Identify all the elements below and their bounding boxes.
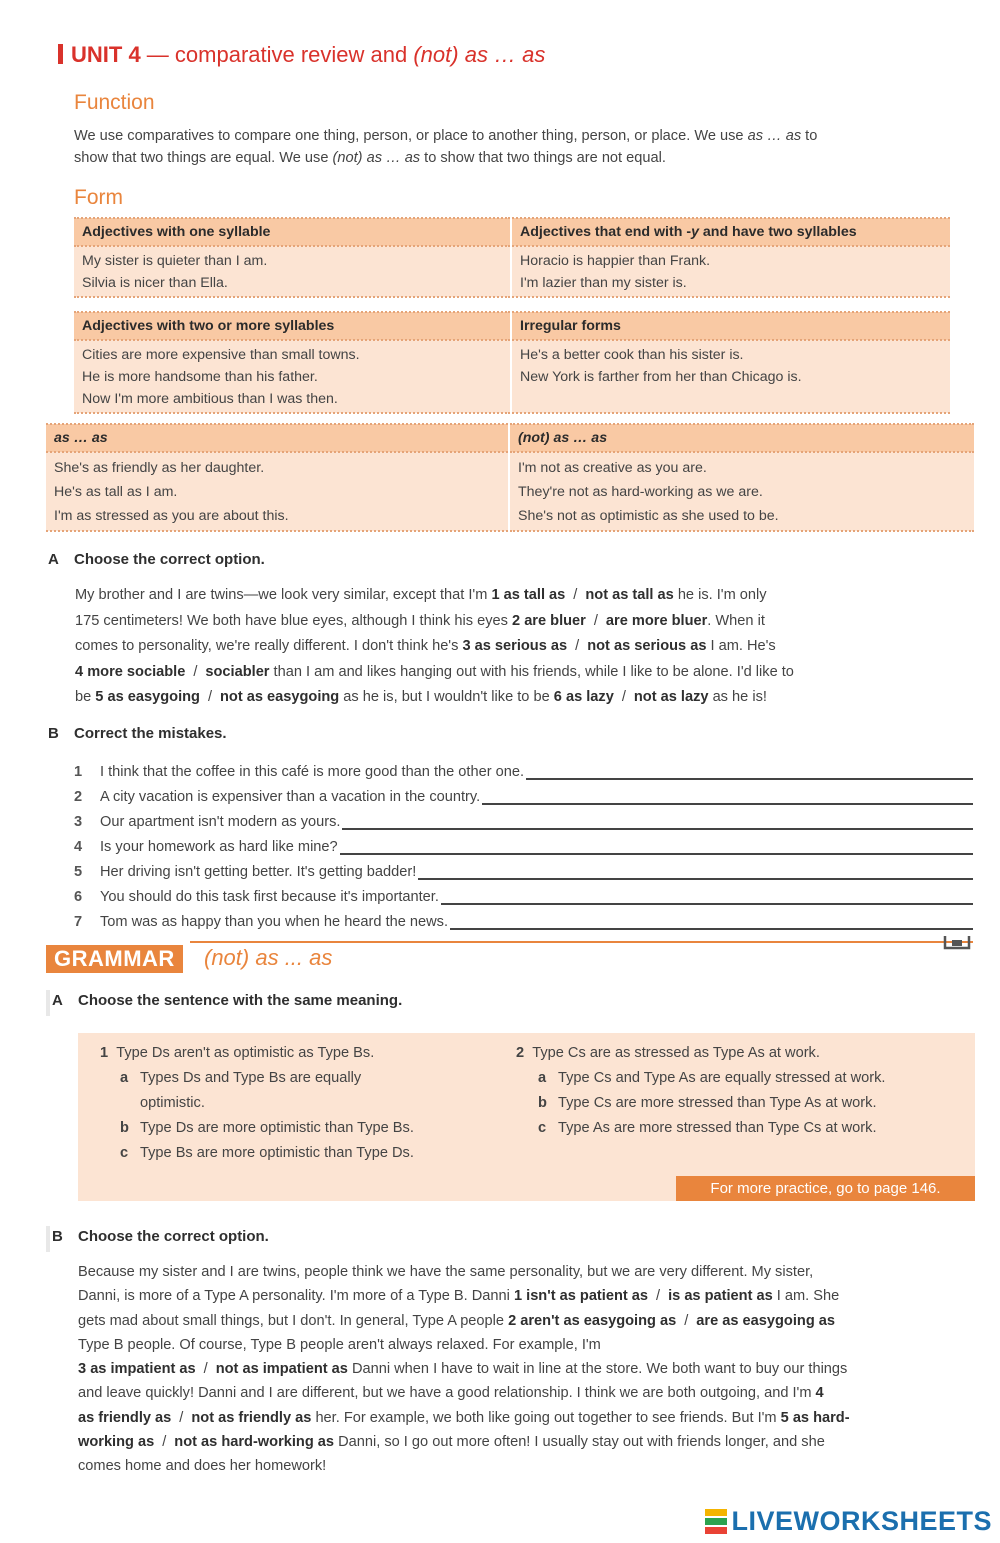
table-header: Adjectives with two or more syllables [74,312,511,340]
option[interactable]: isn't as patient as [526,1288,649,1305]
exercise-a-instruction: A Choose the correct option. [48,551,265,568]
form-table-2 [74,311,950,414]
table-cell: Horacio is happier than Frank. I'm lazier than my sister is. [511,246,950,297]
answer-option[interactable]: c Type As are more stressed than Type Cs at work. [538,1120,877,1136]
option[interactable]: are bluer [524,612,586,629]
question-1: 1 Type Ds aren't as optimistic as Type Bs. a Types Ds and Type Bs are equally optimistic. b Type Ds are more optimistic than Type Bs. c Type Bs are more optimistic than Type Ds. [100,1041,500,1166]
option[interactable]: sociabler [205,663,270,680]
table-cell: Cities are more expensive than small towns. He is more handsome than his father. Now I'm more ambitious than I was then. [74,340,511,413]
answer-line[interactable] [482,791,973,805]
form-table-3 [46,423,974,532]
option[interactable]: is as patient as [668,1288,773,1305]
option[interactable]: as tall as [503,587,566,603]
option[interactable]: not as easygoing [220,689,340,705]
list-item: 1 I think that the coffee in this café is more good than the other one. [74,755,973,780]
table-header: (not) as … as [509,424,974,452]
table-cell: She's as friendly as her daughter. He's as tall as I am. I'm as stressed as you are about this. [46,452,509,531]
more-practice-link[interactable]: For more practice, go to page 146. [676,1176,975,1201]
form-heading: Form [74,186,123,209]
answer-line[interactable] [342,816,973,830]
answer-line[interactable] [526,766,973,780]
option[interactable]: more sociable [87,663,186,680]
margin-bar [46,1226,50,1252]
list-item: 4 Is your homework as hard like mine? [74,830,973,855]
answer-option[interactable]: a Types Ds and Type Bs are equally [120,1070,362,1086]
option[interactable]: are more bluer [605,612,708,629]
margin-bar [46,990,50,1016]
answer-option[interactable]: b Type Ds are more optimistic than Type Bs. [120,1120,414,1136]
exercise-a-text: My brother and I are twins—we look very similar, except that I'm 1 as tall as / not as tall as he is. I'm only 175 centimeters! We both have blue eyes, although I think his eyes 2 are bluer / are more bluer. When it comes to personality, we're really different. I don't think he's 3 as serious as / not as serious as I am. He's 4 more sociable / sociabler than I am and likes hanging out with his friends, while I like to be alone. I'd like to be 5 as easygoing / not as easygoing as he is, but I wouldn't like to be 6 as lazy / not as lazy as he is! [75,587,794,705]
liveworksheets-logo: LIVEWORKSHEETS [705,1506,992,1537]
table-cell: I'm not as creative as you are. They're not as hard-working as we are. She's not as optimistic as she used to be. [509,452,974,531]
function-text: We use comparatives to compare one thing, person, or place to another thing, person, or place. We use as … as to show that two things are equal. We use (not) as … as to show that two things are not equal. [74,128,818,166]
form-table-1 [74,217,950,298]
option[interactable]: as lazy [565,689,614,705]
grammar-badge: GRAMMAR [46,945,183,973]
title-marker [58,44,63,64]
option[interactable]: not as friendly as [191,1409,312,1426]
answer-line[interactable] [418,866,973,880]
mistakes-list [74,755,973,930]
table-cell: My sister is quieter than I am. Silvia is nicer than Ella. [74,246,511,297]
table-header: Irregular forms [511,312,950,340]
grammar-b-text: Because my sister and I are twins, people think we have the same personality, but we are very different. My sister, Danni, is more of a Type A personality. I'm more of a Type B. Danni 1 isn't as patient as / is as patient as I am. She gets mad about small things, but I don't. In general, Type A people 2 aren't as easygoing as / are as easygoing as Type B people. Of course, Type B people aren't always relaxed. For example, I'm 3 as impatient as / not as impatient as Danni when I have to wait in line at the store. We both want to buy our things and leave quickly! Danni and I are different, but we have a good relationship. I think we are both outgoing, and I'm 4 as friendly as / not as friendly as her. For example, we both like going out together to see friends. But I'm 5 as hard- working as / not as hard-working as Danni, so I go out more often! I usually stay out with friends longer, and she comes home and does her homework! [78,1264,850,1475]
audio-icon [943,936,971,950]
list-item: 3 Our apartment isn't modern as yours. [74,805,973,830]
grammar-b-instruction: B Choose the correct option. [52,1228,269,1245]
option[interactable]: not as tall as [585,587,674,603]
answer-option[interactable]: b Type Cs are more stressed than Type As at work. [538,1095,877,1111]
table-cell: He's a better cook than his sister is. New York is farther from her than Chicago is. [511,340,950,413]
unit-title: UNIT 4 — comparative review and (not) as … as [58,42,545,68]
option[interactable]: as friendly as [78,1409,172,1426]
table-header: Adjectives that end with -y and have two syllables [511,218,950,246]
answer-option[interactable]: a Type Cs and Type As are equally stressed at work. [538,1070,886,1086]
question-2: 2 Type Cs are as stressed as Type As at work. a Type Cs and Type As are equally stressed at work. b Type Cs are more stressed than Type As at work. c Type As are more stressed than Type Cs at work. [516,1041,966,1141]
exercise-b-instruction: B Correct the mistakes. [48,725,227,742]
option[interactable]: not as lazy [633,689,709,705]
answer-option[interactable]: c Type Bs are more optimistic than Type Ds. [120,1145,414,1161]
option[interactable]: not as hard-working as [174,1434,335,1451]
option[interactable]: not as serious as [587,638,707,654]
list-item: 2 A city vacation is expensiver than a vacation in the country. [74,780,973,805]
table-header: as … as [46,424,509,452]
answer-line[interactable] [450,916,973,930]
option[interactable]: working as [78,1434,155,1451]
option[interactable]: not as impatient as [215,1361,348,1378]
grammar-rule [190,941,973,943]
logo-icon [705,1508,727,1535]
table-header: Adjectives with one syllable [74,218,511,246]
answer-line[interactable] [340,841,973,855]
list-item: 6 You should do this task first because it's importanter. [74,880,973,905]
option[interactable]: aren't as easygoing as [520,1312,677,1329]
grammar-subtitle: (not) as ... as [204,945,333,970]
option[interactable]: as serious as [474,638,568,654]
option[interactable]: as easygoing [107,689,200,705]
option[interactable]: are as easygoing as [696,1312,836,1329]
option[interactable]: as hard- [792,1409,850,1426]
option[interactable]: as impatient as [90,1361,196,1378]
list-item: 7 Tom was as happy than you when he heard the news. [74,905,973,930]
list-item: 5 Her driving isn't getting better. It's getting badder! [74,855,973,880]
function-heading: Function [74,91,155,114]
grammar-a-instruction: A Choose the sentence with the same meaning. [52,992,403,1009]
answer-line[interactable] [441,891,973,905]
